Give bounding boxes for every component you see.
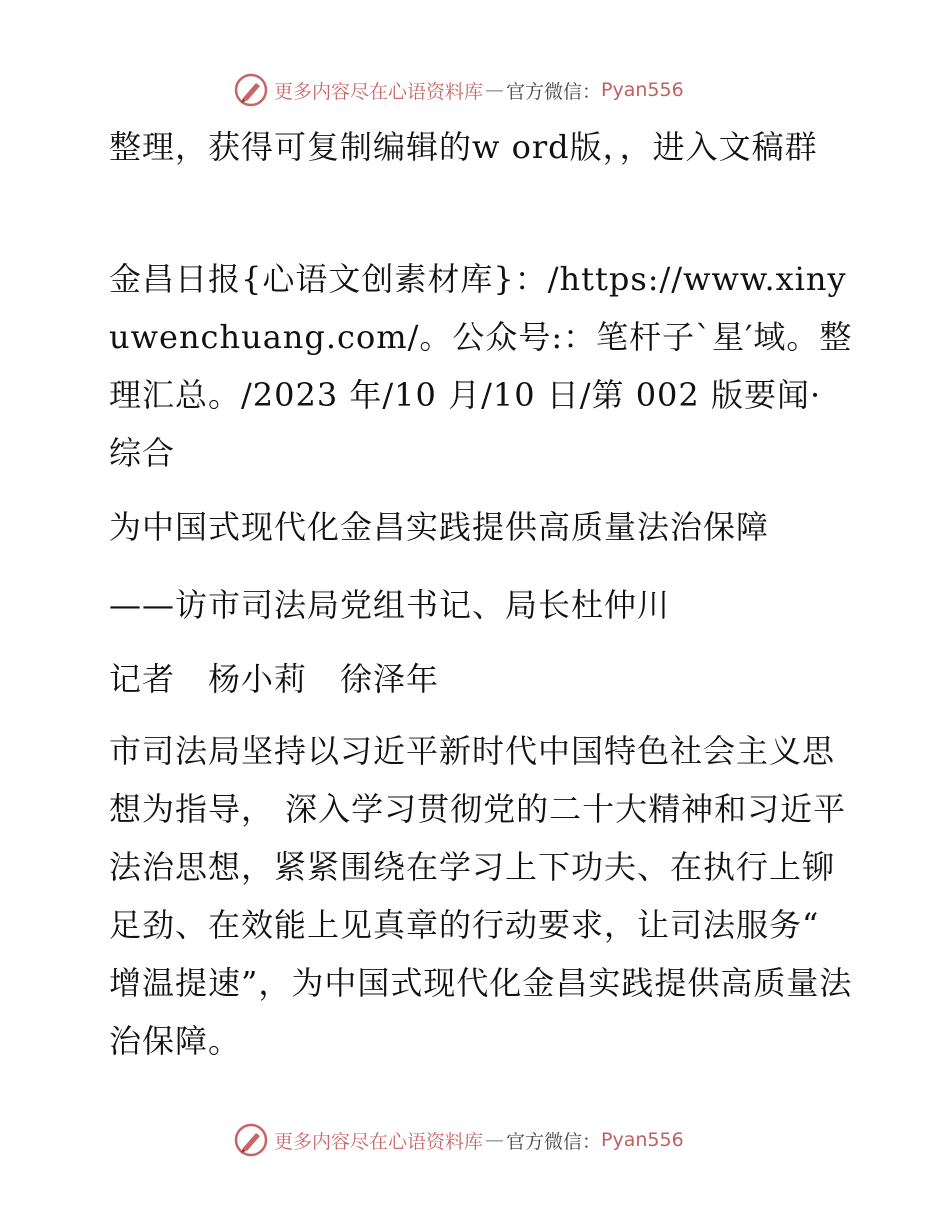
article-byline: 记者 杨小莉 徐泽年: [109, 660, 440, 698]
footer-watermark: [234, 1122, 684, 1158]
pen-logo-icon: [234, 1123, 268, 1157]
watermark-id: Pyan556: [601, 79, 684, 101]
watermark-separator: —: [485, 1129, 505, 1151]
pen-logo-icon: [234, 73, 268, 107]
watermark-tail: 官方微信：: [506, 80, 602, 103]
article-title: 为中国式现代化金昌实践提供高质量法治保障: [109, 508, 770, 546]
watermark-separator: —: [485, 79, 505, 101]
watermark-id: Pyan556: [601, 1129, 684, 1151]
watermark-tail: 官方微信：: [506, 1130, 602, 1153]
paragraph-source: 金昌日报{心语文创素材库}：/https://www.xinyuwenchuang.com/。公众号:：笔杆子`星′域。整理汇总。/2023 年/10 月/10 日/第 002 版要闻· 综合: [109, 260, 853, 472]
paragraph-intro: 整理，获得可复制编辑的w ord版，，进入文稿群: [109, 128, 818, 166]
article-subtitle: ——访市司法局党组书记、局长杜仲川: [109, 586, 671, 624]
watermark-text: 更多内容尽在心语资料库: [274, 80, 484, 103]
paragraph-body: 市司法局坚持以习近平新时代中国特色社会主义思想为指导， 深入学习贯彻党的二十大精神和习近平法治思想，紧紧围绕在学习上下功夫、在执行上铆足劲、在效能上见真章的行动要求，让司法服务“ 增温提速”，为中国式现代化金昌实践提供高质量法治保障。: [109, 732, 853, 1060]
watermark-text: 更多内容尽在心语资料库: [274, 1130, 484, 1153]
header-watermark: [234, 72, 684, 108]
